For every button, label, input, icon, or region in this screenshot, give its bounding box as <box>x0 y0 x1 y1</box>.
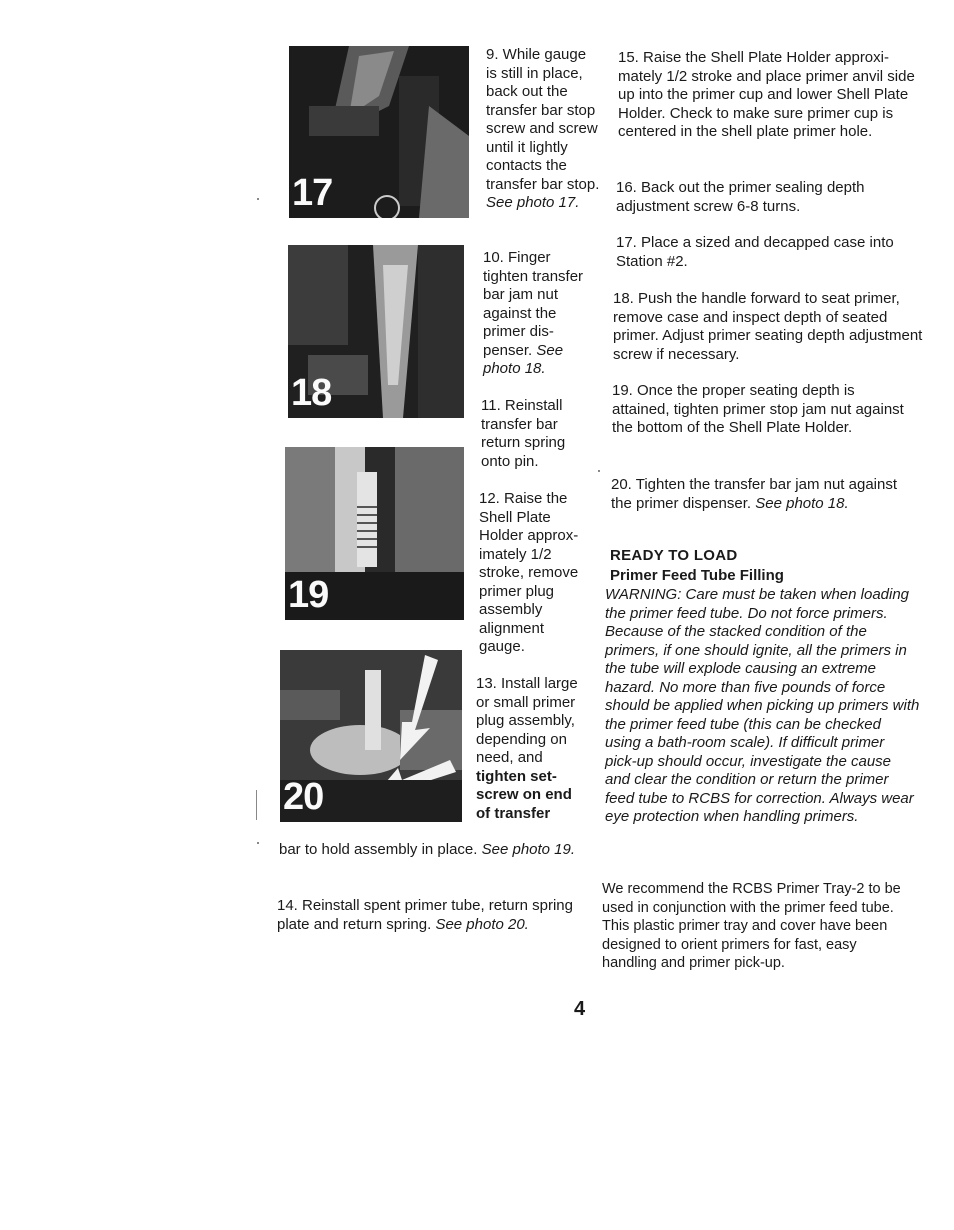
photo-19 <box>285 447 464 620</box>
step-14 <box>277 897 577 934</box>
photo-18-number: 18 <box>291 372 332 414</box>
scan-speck <box>257 842 259 844</box>
step-14-photo-ref: See photo 20. <box>435 915 529 933</box>
step-9 <box>486 46 600 213</box>
step-14-text: 14. Reinstall spent primer tube, return spring plate and return spring. <box>277 897 573 933</box>
step-13-text: 13. Install large or small primer plug assembly, depending on need, and <box>476 675 578 766</box>
section-heading: READY TO LOAD <box>610 547 738 564</box>
step-13-continued <box>279 841 579 860</box>
scan-speck <box>256 790 257 820</box>
recommendation-text: We recommend the RCBS Primer Tray-2 to be used in conjunction with the primer feed tube. This plastic primer tray and cover have been designed to orient primers for fast, easy handling and primer pick-up. <box>602 881 901 971</box>
step-10-photo-ref: See photo 18. <box>483 341 564 377</box>
step-9-photo-ref: See photo 17. <box>486 194 580 211</box>
step-17: 17. Place a sized and decapped case into Station #2. <box>616 234 894 270</box>
step-13-continued-text: bar to hold assembly in place. <box>279 841 482 858</box>
photo-18 <box>288 245 464 418</box>
step-13-photo-ref: See photo 19. <box>481 841 576 858</box>
step-20-text: 20. Tighten the transfer bar jam nut against the primer dispenser. <box>611 476 898 512</box>
step-10-text: 10. Finger tighten transfer bar jam nut against the primer dis-penser. <box>483 249 584 359</box>
photo-17-number: 17 <box>292 172 333 214</box>
scan-speck <box>598 470 600 472</box>
photo-19-number: 19 <box>288 574 329 616</box>
step-18: 18. Push the handle forward to seat primer, remove case and inspect depth of seated primer. Adjust primer seating depth adjustment screw if necessary. <box>613 290 923 363</box>
photo-20 <box>280 650 462 822</box>
step-10 <box>483 249 595 379</box>
step-12: 12. Raise the Shell Plate Holder approx-imately 1/2 stroke, remove primer plug assembly alignment gauge. <box>479 490 579 655</box>
step-20-photo-ref: See photo 18. <box>755 494 849 512</box>
step-11: 11. Reinstall transfer bar return spring onto pin. <box>481 397 566 470</box>
step-9-text: 9. While gauge is still in place, back out the transfer bar stop screw and screw until it lightly contacts the transfer bar stop. <box>486 46 600 193</box>
scan-speck <box>257 198 259 200</box>
step-13-bold-text: tighten set-screw on end of transfer <box>476 767 572 822</box>
step-16: 16. Back out the primer sealing depth adjustment screw 6-8 turns. <box>616 179 865 215</box>
photo-17 <box>289 46 469 218</box>
section-subheading: Primer Feed Tube Filling <box>610 567 784 584</box>
step-19: 19. Once the proper seating depth is attained, tighten primer stop jam nut against the bottom of the Shell Plate Holder. <box>612 382 904 436</box>
step-20 <box>611 476 911 513</box>
page-number: 4 <box>574 998 586 1020</box>
warning-text: WARNING: Care must be taken when loading the primer feed tube. Do not force primers. Because of the stacked condition of the primers, if one should ignite, all the primers in the tube will explode causing an extreme hazard. No more than five pounds of force should be applied when picking up primers with the primer feed tube (this can be checked using a bath-room scale). If difficult primer pick-up should occur, investigate the cause and clear the condition or return the primer feed tube to RCBS for correction. Always wear eye protection when handling primers. <box>605 586 920 825</box>
step-13 <box>476 675 588 823</box>
step-15: 15. Raise the Shell Plate Holder approxi-mately 1/2 stroke and place primer anvil side up into the primer cup and lower Shell Plate Holder. Check to make sure primer cup is centered in the shell plate primer hole. <box>618 49 915 140</box>
photo-20-number: 20 <box>283 776 324 818</box>
